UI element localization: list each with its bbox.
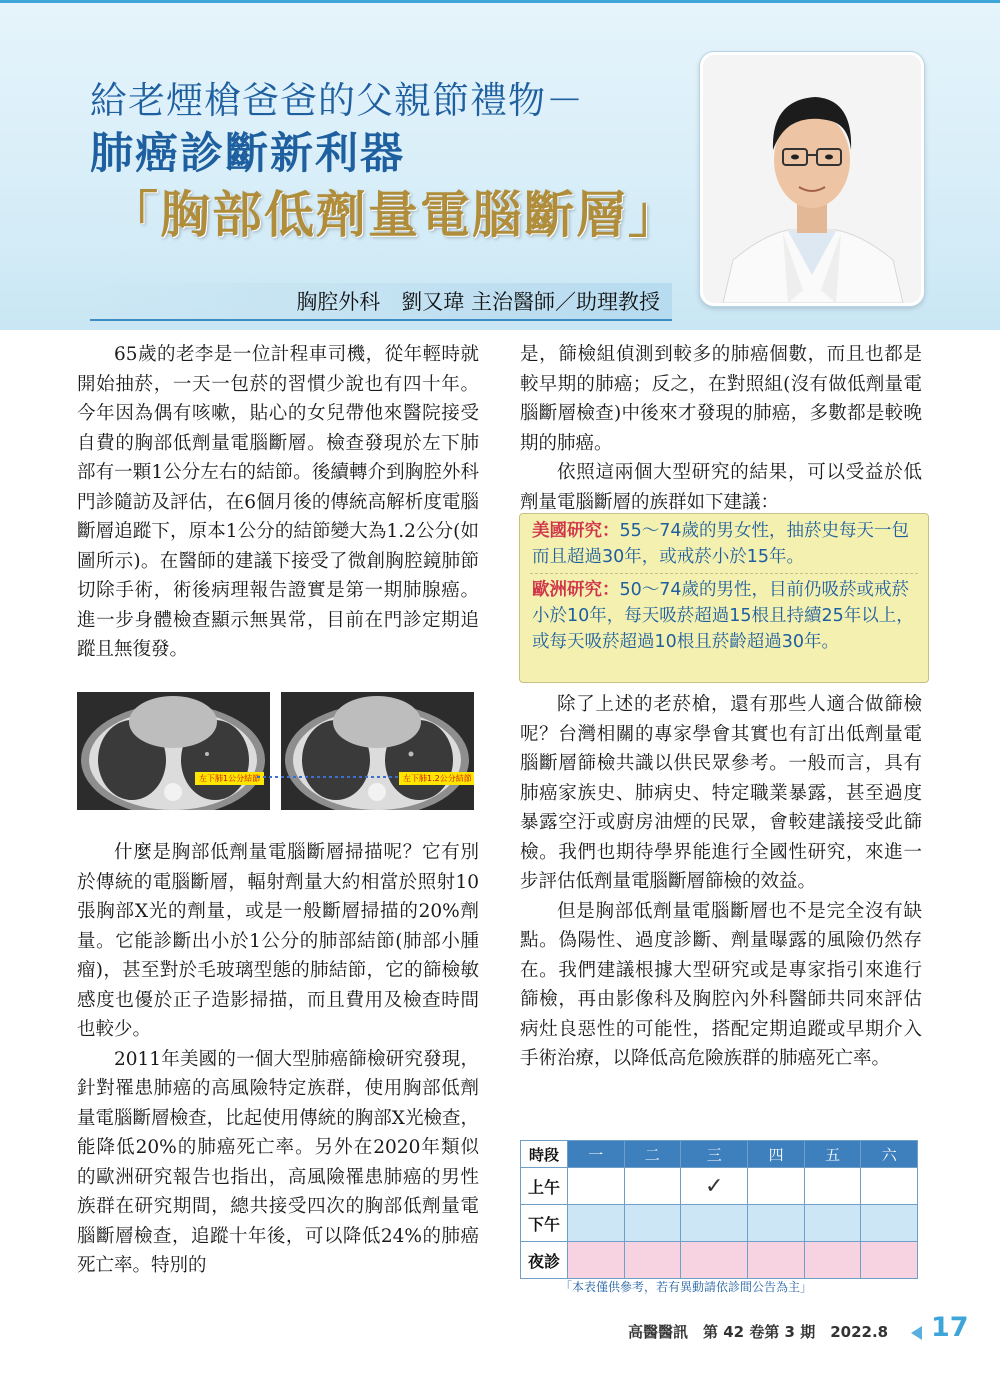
schedule-cell — [748, 1205, 805, 1242]
title-line-3: 「胸部低劑量電腦斷層」 — [108, 186, 680, 244]
schedule-cell — [861, 1242, 918, 1279]
day-header: 六 — [861, 1141, 918, 1168]
schedule-corner: 時段 — [521, 1141, 568, 1168]
recommendation-divider — [530, 573, 918, 574]
schedule-row-morning — [521, 1168, 918, 1205]
schedule-cell-checkmark: ✓ — [681, 1168, 748, 1205]
left-column-body — [77, 838, 479, 1281]
schedule-cell — [748, 1168, 805, 1205]
schedule-cell — [681, 1205, 748, 1242]
recommendation-intro-paragraph: 依照這兩個大型研究的結果，可以受益於低劑量電腦斷層的族群如下建議： — [520, 462, 922, 513]
day-header: 二 — [624, 1141, 681, 1168]
comparison-dotted-line — [77, 692, 481, 812]
eu-study-text: 50～74歲的男性，目前仍吸菸或戒菸小於10年，每天吸菸超過15根且持續25年以上，或每天吸菸超過10根且菸齡超過30年。 — [532, 580, 914, 652]
author-bar — [90, 283, 672, 321]
eu-recommendation — [532, 577, 918, 655]
clinic-schedule-table — [520, 1140, 918, 1279]
right-column-top — [520, 340, 922, 517]
publication-footer: 高醫醫訊 第 42 卷第 3 期 2022.8 — [628, 1323, 889, 1341]
schedule-cell — [804, 1242, 861, 1279]
schedule-cell — [624, 1168, 681, 1205]
title-line-1: 給老煙槍爸爸的父親節禮物－ — [90, 79, 584, 122]
who-should-screen-paragraph: 除了上述的老菸槍，還有那些人適合做篩檢呢？台灣相關的專家學會其實也有訂出低劑量電腦斷層篩檢共識以供民眾參考。一般而言，具有肺癌家族史、肺病史、特定職業暴露，甚至過度暴露空汙或廚房油煙的民眾，會較建議接受此篩檢。我們也期待學界能進行全國性研究，來進一步評估低劑量電腦斷層篩檢的效益。 — [520, 694, 922, 892]
schedule-row-afternoon — [521, 1205, 918, 1242]
study-results-paragraph: 是，篩檢組偵測到較多的肺癌個數，而且也都是較早期的肺癌；反之，在對照組(沒有做低劑量電腦斷層檢查)中後來才發現的肺癌，多數都是較晚期的肺癌。 — [520, 344, 922, 454]
row-label: 夜診 — [521, 1242, 568, 1279]
doctor-portrait-image — [700, 52, 924, 306]
schedule-cell — [624, 1242, 681, 1279]
schedule-cell — [861, 1205, 918, 1242]
recommendation-box — [519, 513, 929, 683]
page-number: 17 — [931, 1312, 969, 1343]
right-column-bottom — [520, 690, 922, 1074]
schedule-cell — [861, 1168, 918, 1205]
row-label: 下午 — [521, 1205, 568, 1242]
limitations-paragraph: 但是胸部低劑量電腦斷層也不是完全沒有缺點。偽陽性、過度診斷、劑量曝露的風險仍然存在。我們建議根據大型研究或是專家指引來進行篩檢，再由影像科及胸腔內外科醫師共同來評估病灶良惡性的可能性，搭配定期追蹤或早期介入手術治療，以降低高危險族群的肺癌死亡率。 — [520, 900, 922, 1069]
schedule-cell — [681, 1242, 748, 1279]
schedule-header-row — [521, 1141, 918, 1168]
day-header: 五 — [804, 1141, 861, 1168]
schedule-note: 「本表僅供參考，若有異動請依診間公告為主」 — [560, 1280, 813, 1294]
schedule-cell — [748, 1242, 805, 1279]
schedule-cell — [568, 1205, 625, 1242]
schedule-cell — [568, 1242, 625, 1279]
schedule-row-evening — [521, 1242, 918, 1279]
intro-paragraph: 65歲的老李是一位計程車司機，從年輕時就開始抽菸，一天一包菸的習慣少說也有四十年。今年因為偶有咳嗽，貼心的女兒帶他來醫院接受自費的胸部低劑量電腦斷層。檢查發現於左下肺部有一顆1公分左右的結節。後續轉介到胸腔外科門診隨訪及評估，在6個月後的傳統高解析度電腦斷層追蹤下，原本1公分的結節變大為1.2公分(如圖所示)。在醫師的建議下接受了微創胸腔鏡肺節切除手術，術後病理報告證實是第一期肺腺癌。進一步身體檢查顯示無異常，目前在門診定期追蹤且無復發。 — [77, 344, 479, 660]
ct-label-left: 左下肺1公分結節 — [195, 772, 264, 785]
left-column-intro — [77, 340, 479, 665]
title-line-2: 肺癌診斷新利器 — [90, 129, 405, 179]
ct-comparison-figure — [77, 692, 481, 812]
schedule-cell — [804, 1168, 861, 1205]
us-study-label: 美國研究： — [532, 521, 620, 541]
day-header: 一 — [568, 1141, 625, 1168]
us-recommendation — [532, 518, 918, 570]
schedule-cell — [624, 1205, 681, 1242]
author-byline: 胸腔外科 劉又瑋 主治醫師／助理教授 — [296, 290, 660, 314]
schedule-cell — [568, 1168, 625, 1205]
schedule-cell — [804, 1205, 861, 1242]
day-header: 三 — [681, 1141, 748, 1168]
ct-label-right: 左下肺1.2公分結節 — [399, 772, 474, 785]
portrait-illustration — [703, 55, 921, 303]
ldct-definition-paragraph: 什麼是胸部低劑量電腦斷層掃描呢？它有別於傳統的電腦斷層，輻射劑量大約相當於照射10張胸部X光的劑量，或是一般斷層掃描的20%劑量。它能診斷出小於1公分的肺部結節(肺部小腫瘤)，甚至對於毛玻璃型態的肺結節，它的篩檢敏感度也優於正子造影掃描，而且費用及檢查時間也較少。 — [77, 842, 479, 1040]
row-label: 上午 — [521, 1168, 568, 1205]
eu-study-label: 歐洲研究： — [532, 580, 620, 600]
studies-paragraph: 2011年美國的一個大型肺癌篩檢研究發現，針對罹患肺癌的高風險特定族群，使用胸部低劑量電腦斷層檢查，比起使用傳統的胸部X光檢查，能降低20%的肺癌死亡率。另外在2020年類似的歐洲研究報告也指出，高風險罹患肺癌的男性族群在研究期間，總共接受四次的胸部低劑量電腦斷層檢查，追蹤十年後，可以降低24%的肺癌死亡率。特別的 — [77, 1048, 479, 1276]
day-header: 四 — [748, 1141, 805, 1168]
us-study-text: 55～74歲的男女性，抽菸史每天一包而且超過30年，或戒菸小於15年。 — [532, 521, 910, 567]
triangle-left-icon — [911, 1326, 922, 1340]
